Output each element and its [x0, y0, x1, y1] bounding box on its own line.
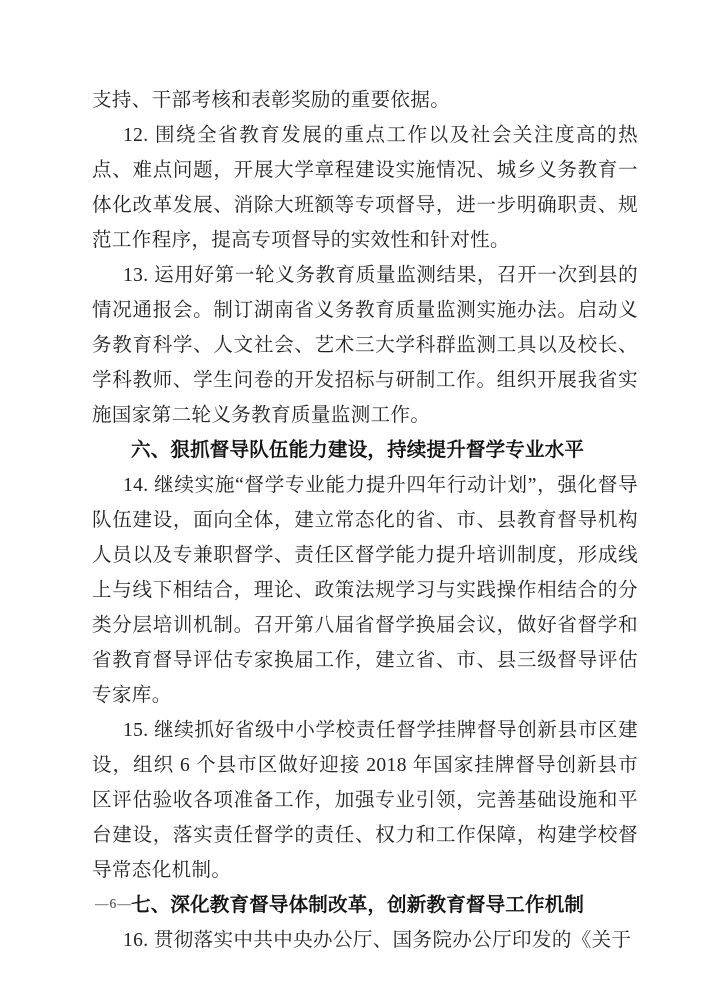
document-body [92, 83, 638, 958]
paragraph-item-15: 15. 继续抓好省级中小学校责任督学挂牌督导创新县市区建设，组织 6 个县市区做好迎接 2018 年国家挂牌督导创新县市区评估验收各项准备工作，加强专业引领，完善基础设施和平台建设，落实责任督学的责任、权力和工作保障，构建学校督导常态化机制。 [92, 720, 638, 881]
paragraph-item-12: 12. 围绕全省教育发展的重点工作以及社会关注度高的热点、难点问题，开展大学章程建设实施情况、城乡义务教育一体化改革发展、消除大班额等专项督导，进一步明确职责、规范工作程序，提高专项督导的实效性和针对性。 [92, 125, 638, 251]
paragraph-item-14: 14. 继续实施“督学专业能力提升四年行动计划”，强化督导队伍建设，面向全体，建立常态化的省、市、县教育督导机构人员以及专兼职督学、责任区督学能力提升培训制度，形成线上与线下相结合，理论、政策法规学习与实践操作相结合的分类分层培训机制。召开第八届省督学换届会议，做好省督学和省教育督导评估专家换届工作，建立省、市、县三级督导评估专家库。 [92, 475, 638, 706]
page-number: —6— [95, 896, 132, 911]
paragraph-item-13: 13. 运用好第一轮义务教育质量监测结果，召开一次到县的情况通报会。制订湖南省义务教育质量监测实施办法。启动义务教育科学、人文社会、艺术三大学科群监测工具以及校长、学科教师、学生问卷的开发招标与研制工作。组织开展我省实施国家第二轮义务教育质量监测工作。 [92, 265, 638, 426]
paragraph-item-16: 16. 贯彻落实中共中央办公厅、国务院办公厅印发的《关于 [123, 930, 632, 951]
section-heading-6: 六、狠抓督导队伍能力建设，持续提升督学专业水平 [131, 439, 585, 461]
section-heading-7: 七、深化教育督导体制改革，创新教育督导工作机制 [131, 894, 585, 916]
paragraph-continuation: 支持、干部考核和表彰奖励的重要依据。 [92, 90, 451, 111]
